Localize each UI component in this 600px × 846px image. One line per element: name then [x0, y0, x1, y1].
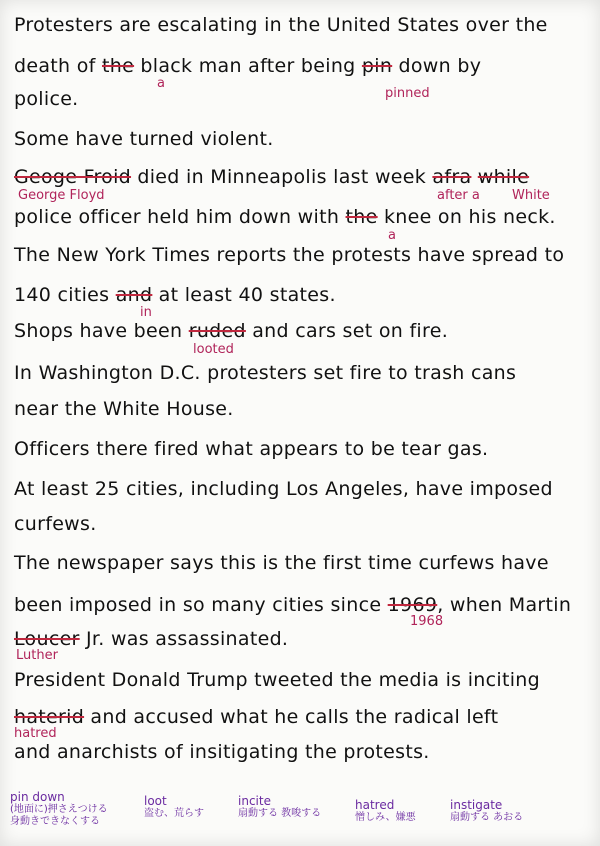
- vocab-meaning: 憎しみ、嫌悪: [355, 812, 416, 823]
- sentence-text: been imposed in so many cities since: [14, 594, 388, 616]
- struck-word: Loucer: [14, 628, 80, 650]
- sentence-text: police officer held him down with: [14, 206, 346, 228]
- sentence-text: near the White House.: [14, 398, 234, 420]
- correction-text: Luther: [16, 648, 58, 663]
- text-line: [14, 244, 564, 266]
- text-line: [14, 362, 516, 384]
- struck-word: and: [115, 284, 153, 306]
- sentence-text: and anarchists of insitigating the protests.: [14, 741, 430, 763]
- text-line: [14, 14, 548, 36]
- vocab-meaning: 扇動する 教唆する: [238, 808, 322, 819]
- correction-text: 1968: [410, 614, 444, 629]
- vocab-item: [355, 798, 416, 824]
- struck-word: afra: [432, 166, 472, 188]
- vocab-meaning: 身動きできなくする: [10, 816, 100, 827]
- sentence-text: 140 cities: [14, 284, 116, 306]
- sentence-text: and cars set on fire.: [245, 320, 449, 342]
- vocab-meaning: 盗む、荒らす: [144, 808, 204, 819]
- text-line: [14, 128, 274, 150]
- sentence-text: In Washington D.C. protesters set fire to trash cans: [14, 362, 517, 384]
- vocab-item: [144, 794, 204, 820]
- correction-text: hatred: [14, 726, 57, 741]
- vocab-word: pin down: [10, 790, 65, 804]
- text-line: [14, 741, 430, 763]
- text-line: [14, 55, 481, 77]
- sentence-text: black man after being: [134, 55, 362, 77]
- struck-word: Geoge Froid: [14, 166, 132, 188]
- text-line: [14, 706, 498, 728]
- text-line: [14, 669, 540, 691]
- struck-word: the: [101, 55, 135, 77]
- correction-text: George Floyd: [18, 188, 105, 203]
- sentence-text: Officers there fired what appears to be tear gas.: [14, 438, 489, 460]
- text-line: [14, 398, 234, 420]
- sentence-text: died in Minneapolis last week: [131, 166, 433, 188]
- sentence-text: President Donald Trump tweeted the media is inciting: [14, 669, 541, 691]
- sentence-text: police.: [14, 88, 79, 110]
- vocab-item: [238, 794, 321, 820]
- text-line: [14, 284, 336, 306]
- sentence-text: The newspaper says this is the first time curfews have: [14, 552, 549, 574]
- text-line: [14, 513, 97, 535]
- sentence-text: At least 25 cities, including Los Angeles, have imposed: [14, 478, 553, 500]
- sentence-text: Shops have been: [14, 320, 189, 342]
- sentence-text: at least 40 states.: [152, 284, 336, 306]
- struck-word: 1969: [387, 594, 438, 616]
- sentence-text: Some have turned violent.: [14, 128, 274, 150]
- text-line: [14, 320, 448, 342]
- struck-word: the: [345, 206, 378, 228]
- vocab-word: instigate: [450, 798, 503, 812]
- sentence-text: down by: [392, 55, 482, 77]
- vocab-meaning: 扇動する あおる: [450, 812, 524, 823]
- sentence-text: curfews.: [14, 513, 97, 535]
- vocab-meaning: (地面に)押さえつける: [10, 804, 108, 815]
- correction-text: pinned: [385, 86, 430, 101]
- text-line: [14, 206, 556, 228]
- struck-word: while: [477, 166, 530, 188]
- text-line: [14, 552, 549, 574]
- vocab-item: [10, 790, 108, 828]
- struck-word: ruded: [188, 320, 246, 342]
- sentence-text: death of: [14, 55, 102, 77]
- text-line: [14, 594, 571, 616]
- correction-text: in: [140, 305, 152, 320]
- text-line: [14, 88, 79, 110]
- correction-text: a: [157, 76, 165, 91]
- correction-text: a: [388, 228, 396, 243]
- sentence-text: , when Martin: [437, 594, 572, 616]
- vocab-word: loot: [144, 794, 167, 808]
- correction-text: looted: [193, 342, 234, 357]
- struck-word: pin: [361, 55, 393, 77]
- correction-text: after a: [437, 188, 480, 203]
- text-line: [14, 478, 553, 500]
- vocab-word: incite: [238, 794, 271, 808]
- vocab-item: [450, 798, 523, 824]
- sentence-text: and accused what he calls the radical left: [84, 706, 499, 728]
- sentence-text: knee on his neck.: [377, 206, 556, 228]
- sentence-text: Jr. was assassinated.: [79, 628, 289, 650]
- struck-word: haterid: [14, 706, 85, 728]
- vocab-word: hatred: [355, 798, 395, 812]
- text-line: [14, 438, 488, 460]
- text-line: [14, 166, 529, 188]
- sentence-text: Protesters are escalating in the United States over the: [14, 14, 548, 36]
- sentence-text: The New York Times reports the protests have spread to: [14, 244, 565, 266]
- text-line: [14, 628, 288, 650]
- correction-text: White: [512, 188, 550, 203]
